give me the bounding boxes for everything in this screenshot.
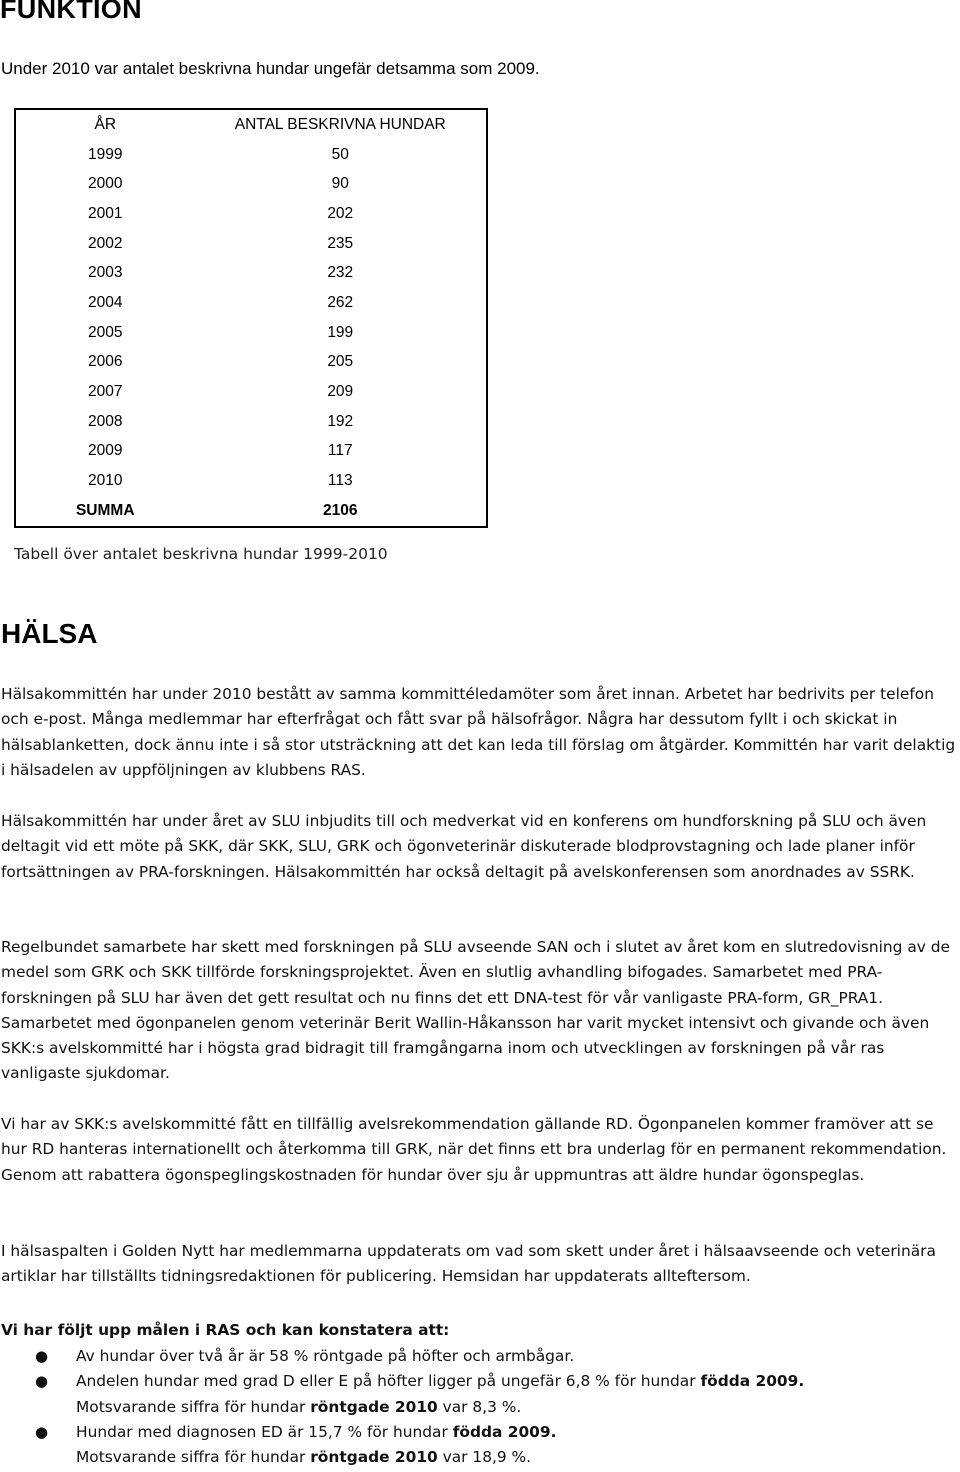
goal-text: Andelen hundar med grad D eller E på höfter ligger på ungefär 6,8 % för hundar: [76, 1372, 701, 1391]
table-row: [15, 407, 487, 437]
halsa-paragraph-4a: Vi har av SKK:s avelskommitté fått en tillfällig avelsrekommendation gällande RD. Ögonpanelen kommer framöver att se hur RD hanteras internationellt och återkomma till GRK, när det finns ett bra underlag för en permanent rekommendation.: [1, 1115, 947, 1159]
goal-subtext-pre: Motsvarande siffra för hundar: [76, 1397, 311, 1416]
bullet-icon: ●: [35, 1347, 49, 1365]
table-cell-year: 2002: [88, 234, 123, 252]
table-header-year: ÅR: [94, 115, 117, 133]
table-cell-count: 209: [327, 383, 354, 401]
table-header-count: ANTAL BESKRIVNA HUNDAR: [234, 115, 446, 133]
halsa-paragraph-2: Hälsakommittén har under året av SLU inbjudits till och medverkat vid en konferens om hundforskning på SLU och även deltagit vid ett möte på SKK, där SKK, SLU, GRK och ögonveterinär diskuterade blodprovstagning och lade planer inför fortsättningen av PRA-forskningen. Hälsakommittén har också deltagit på avelskonferensen som anordnades av SSRK.: [1, 812, 927, 881]
table-cell-count: 117: [327, 442, 353, 460]
goal-subtext-post: var 8,3 %.: [437, 1397, 522, 1416]
halsa-paragraph-1: Hälsakommittén har under 2010 bestått av samma kommittéledamöter som året innan. Arbetet har bedrivits per telefon och e-post. Många medlemmar har efterfrågat och fått svar på hälsofrågor. Några har dessutom fyllt i och skickat in hälsablanketten, dock ännu inte i så stor utsträckning att det kan leda till förslag om åtgärder. Kommittén har varit delaktig i hälsadelen av uppföljningen av klubbens RAS.: [1, 685, 956, 779]
goal-text: Hundar med diagnosen ED är 15,7 % för hundar: [76, 1422, 453, 1441]
list-item: [0, 1369, 958, 1420]
table-row: [15, 169, 487, 199]
table-cell-count: 199: [327, 323, 354, 341]
table-row: [15, 258, 487, 288]
halsa-paragraph-3: Regelbundet samarbete har skett med forskningen på SLU avseende SAN och i slutet av året kom en slutredovisning av de medel som GRK och SKK tillförde forskningsprojektet. Även en slutlig avhandling bifogades. Samarbetet med PRA-forskningen på SLU har även det gett resultat och nu finns det ett DNA-test för vår vanligaste PRA-form, GR_PRA1. Samarbetet med ögonpanelen genom veterinär Berit Wallin-Håkansson har varit mycket intensivt och givande och även SKK:s avelskommitté har i högsta grad bidragit till framgångarna inom och utvecklingen av forskningen på vår ras vanligaste sjukdomar.: [1, 938, 951, 1083]
table-cell-year: 2005: [88, 323, 123, 341]
halsa-paragraph-4: [1, 1112, 959, 1188]
table-cell-year: 2006: [88, 353, 123, 371]
table-row: [15, 348, 487, 378]
table-cell-year: 2008: [88, 412, 123, 430]
goal-subtext-pre: Motsvarande siffra för hundar: [76, 1448, 311, 1467]
bullet-icon: ●: [35, 1372, 49, 1391]
funktion-intro: Under 2010 var antalet beskrivna hundar ungefär detsamma som 2009.: [1, 59, 540, 78]
table-cell-count: 262: [327, 293, 354, 311]
list-item: [0, 1420, 958, 1471]
halsa-paragraph-4b: Genom att rabattera ögonspeglingskostnaden för hundar över sju år uppmuntras att äldre hundar ögonspeglas.: [1, 1165, 865, 1184]
list-item: [0, 1344, 958, 1369]
table-cell-year: 2001: [88, 204, 123, 222]
goal-text-bold: födda 2009.: [700, 1372, 805, 1391]
table-cell-count: 202: [327, 204, 354, 222]
table-row: [15, 437, 487, 467]
table-cell-year: 2000: [88, 175, 123, 193]
table-cell-year: 2007: [88, 383, 123, 401]
table-row: [15, 229, 487, 259]
goal-text: Av hundar över två år är 58 % röntgade på höfter och armbågar.: [76, 1347, 575, 1365]
goal-subtext-post: var 18,9 %.: [437, 1448, 532, 1467]
table-row: [15, 199, 487, 229]
goal-subtext-bold: röntgade 2010: [310, 1448, 438, 1467]
table-cell-year: 2009: [88, 442, 123, 460]
table-cell-count: 205: [327, 353, 354, 371]
table-caption: Tabell över antalet beskrivna hundar 1999-2010: [14, 545, 388, 563]
goal-subtext: [76, 1445, 958, 1470]
table-sum-label: SUMMA: [75, 501, 135, 519]
section-heading-halsa: HÄLSA: [1, 618, 98, 649]
table-row: [15, 140, 487, 170]
table-cell-count: 50: [331, 145, 349, 163]
table-cell-year: 2004: [88, 293, 123, 311]
ras-goals-heading: Vi har följt upp målen i RAS och kan konstatera att:: [1, 1321, 450, 1339]
halsa-paragraph-5: I hälsaspalten i Golden Nytt har medlemmarna uppdaterats om vad som skett under året i hälsaavseende och veterinära artiklar har tillställts tidningsredaktionen för publicering. Hemsidan har uppdaterats allteftersom.: [1, 1242, 936, 1286]
table-cell-count: 90: [331, 175, 349, 193]
table-sum-value: 2106: [323, 501, 358, 519]
table-cell-count: 192: [327, 412, 354, 430]
table-row: [15, 288, 487, 318]
table-cell-year: 2003: [88, 264, 123, 282]
table-cell-count: 113: [327, 472, 353, 490]
table-sum-row: [15, 496, 487, 527]
table-cell-count: 232: [327, 264, 354, 282]
goal-subtext-bold: röntgade 2010: [310, 1397, 438, 1416]
table-row: [15, 318, 487, 348]
table-cell-count: 235: [327, 234, 354, 252]
table-cell-year: 1999: [88, 145, 123, 163]
dogs-per-year-table: [14, 108, 488, 528]
ras-goals-list: [0, 1344, 958, 1470]
table-row: [15, 377, 487, 407]
table-header-row: [15, 109, 487, 140]
table-row: [15, 466, 487, 496]
bullet-icon: ●: [35, 1422, 49, 1441]
goal-text-bold: födda 2009.: [452, 1422, 557, 1441]
section-heading-funktion: FUNKTION: [0, 0, 142, 24]
table-cell-year: 2010: [88, 472, 123, 490]
goal-subtext: [76, 1395, 958, 1420]
